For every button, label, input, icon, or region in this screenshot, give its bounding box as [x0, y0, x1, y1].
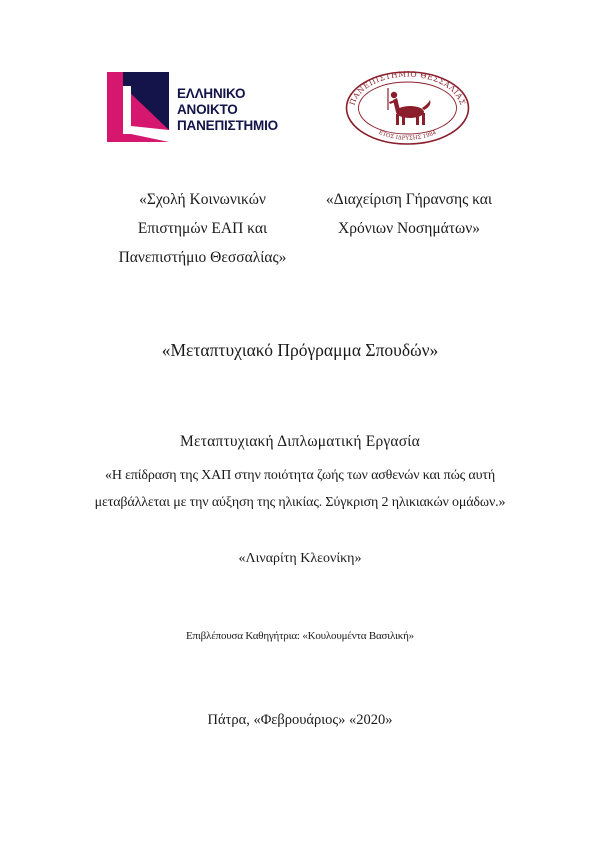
place-date: Πάτρα, «Φεβρουάριος» «2020» — [207, 712, 393, 728]
seal-ring-text: ΠΑΝΕΠΙΣΤΗΜΙΟ ΘΕΣΣΑΛΙΑΣ — [347, 70, 468, 107]
svg-text:ΠΑΝΕΠΙΣΤΗΜΙΟ ΘΕΣΣΑΛΙΑΣ — [348, 70, 468, 106]
eap-logo-line: ΕΛΛΗΝΙΚΟ — [177, 86, 246, 101]
eap-logo-line: ΑΝΟΙΚΤΟ — [177, 102, 238, 117]
centaur-icon — [388, 88, 430, 125]
eap-logo — [107, 72, 297, 142]
thesis-title-line: μεταβάλλεται με την αύξηση της ηλικίας. Σύγκριση 2 ηλικιακών ομάδων.» — [94, 495, 506, 510]
program-title: «Μεταπτυχιακό Πρόγραμμα Σπουδών» — [161, 340, 439, 360]
program-line: Χρόνιων Νοσημάτων» — [338, 220, 480, 237]
university-seal — [344, 70, 471, 146]
faculty-name — [100, 185, 305, 272]
program-name — [308, 185, 510, 243]
faculty-line: Επιστημών ΕΑΠ και — [137, 220, 268, 237]
program-line: «Διαχείριση Γήρανσης και — [325, 191, 493, 208]
thesis-title-line: «Η επίδραση της ΧΑΠ στην ποιότητα ζωής των ασθενών και πώς αυτή — [104, 468, 495, 483]
thesis-title — [70, 462, 530, 516]
eap-logo-mark-icon — [107, 72, 169, 142]
eap-logo-line: ΠΑΝΕΠΙΣΤΗΜΙΟ — [177, 118, 278, 133]
author-name: «Λιναρίτη Κλεονίκη» — [238, 551, 362, 566]
faculty-line: Πανεπιστήμιο Θεσσαλίας» — [118, 249, 287, 266]
supervisor: Επιβλέπουσα Καθηγήτρια: «Κουλουμέντα Βασιλική» — [186, 630, 414, 642]
faculty-line: «Σχολή Κοινωνικών — [139, 191, 266, 208]
thesis-type: Μεταπτυχιακή Διπλωματική Εργασία — [180, 433, 420, 450]
eap-logo-text — [177, 86, 278, 134]
seal-founded-text: ΕΤΟΣ ΙΔΡΥΣΗΣ 1984 — [377, 129, 438, 142]
